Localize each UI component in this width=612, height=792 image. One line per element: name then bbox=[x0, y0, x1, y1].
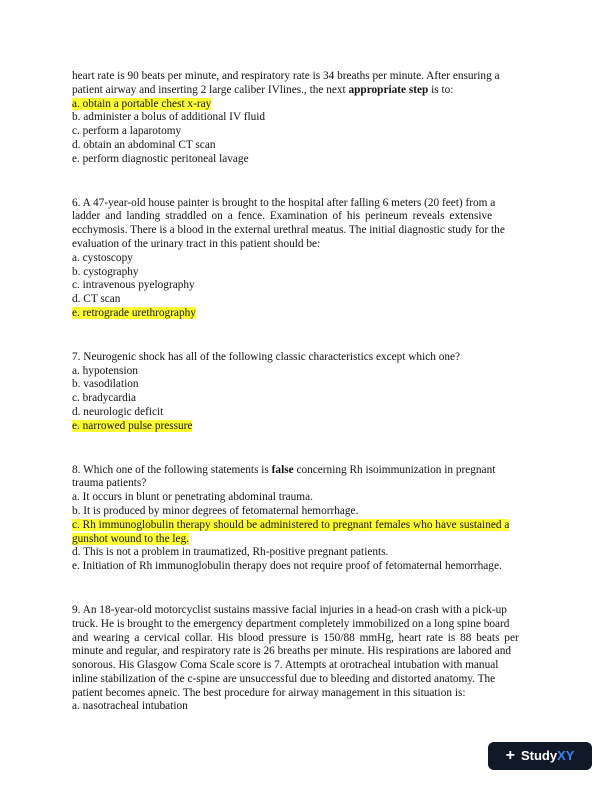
answer-option-a: a. hypotension bbox=[72, 364, 138, 377]
question-7 bbox=[72, 351, 550, 434]
question-stem-line: patient airway and inserting 2 large caliber IVlines., the next appropriate step is to: bbox=[72, 83, 454, 96]
answer-option-b: b. cystography bbox=[72, 265, 139, 278]
answer-option-e bbox=[72, 420, 550, 434]
logo-text: StudyXY bbox=[520, 748, 575, 763]
answer-option-c: c. bradycardia bbox=[72, 392, 136, 405]
answer-option-d: d. neurologic deficit bbox=[72, 405, 164, 418]
highlighted-answer: c. Rh immunoglobulin therapy should be administered to pregnant females who have sustained a bbox=[72, 518, 510, 531]
answer-option-b: b. It is produced by minor degrees of fetomaternal hemorrhage. bbox=[72, 504, 359, 517]
question-stem-line: ladder and landing straddled on a fence. Examination of his perineum reveals extensive bbox=[72, 210, 493, 223]
answer-option-c: c. intravenous pyelography bbox=[72, 279, 195, 292]
answer-option-e: e. Initiation of Rh immunoglobulin therapy does not require proof of fetomaternal hemorrhage. bbox=[72, 560, 502, 573]
answer-option-b: b. administer a bolus of additional IV fluid bbox=[72, 111, 266, 124]
question-stem-line: 7. Neurogenic shock has all of the following classic characteristics except which one? bbox=[72, 350, 461, 363]
answer-option-c bbox=[72, 519, 550, 533]
question-stem-line: evaluation of the urinary tract in this patient should be: bbox=[72, 237, 321, 250]
question-stem-line: 8. Which one of the following statements is false concerning Rh isoimmunization in pregnant bbox=[72, 463, 496, 476]
answer-option-d: d. CT scan bbox=[72, 293, 121, 306]
question-9 bbox=[72, 604, 550, 714]
question-stem-line: ecchymosis. There is a blood in the external urethral meatus. The initial diagnostic study for the bbox=[72, 224, 505, 237]
question-stem-line: patient becomes apneic. The best procedure for airway management in this situation is: bbox=[72, 686, 466, 699]
answer-option-b: b. vasodilation bbox=[72, 378, 139, 391]
question-stem-line: and wearing a cervical collar. His blood pressure is 150/88 mmHg, heart rate is 88 beats per bbox=[72, 631, 519, 644]
answer-option-d: d. obtain an abdominal CT scan bbox=[72, 138, 216, 151]
question-stem-line: sonorous. His Glasgow Coma Scale score is 7. Attempts at orotracheal intubation with manual bbox=[72, 659, 499, 672]
answer-option-a: a. It occurs in blunt or penetrating abdominal trauma. bbox=[72, 491, 313, 504]
plus-icon: + bbox=[505, 747, 515, 764]
question-5 bbox=[72, 70, 550, 167]
question-6 bbox=[72, 197, 550, 321]
question-stem-line: minute and regular, and respiratory rate is 26 breaths per minute. His respirations are labored and bbox=[72, 645, 512, 658]
answer-option-a: a. nasotracheal intubation bbox=[72, 700, 188, 713]
answer-option-d: d. This is not a problem in traumatized, Rh-positive pregnant patients. bbox=[72, 546, 389, 559]
question-stem-line: trauma patients? bbox=[72, 477, 147, 490]
studyxy-logo bbox=[488, 742, 592, 770]
answer-option-a: a. cystoscopy bbox=[72, 251, 133, 264]
question-8 bbox=[72, 464, 550, 574]
highlighted-answer: e. retrograde urethrography bbox=[72, 306, 196, 319]
answer-option-c: c. perform a laparotomy bbox=[72, 125, 182, 138]
question-stem-line: 9. An 18-year-old motorcyclist sustains massive facial injuries in a head-on crash with a pick-up bbox=[72, 603, 507, 616]
answer-option-a bbox=[72, 98, 550, 112]
answer-option-e: e. perform diagnostic peritoneal lavage bbox=[72, 152, 249, 165]
question-stem-line: truck. He is brought to the emergency department completely immobilized on a long spine board bbox=[72, 617, 510, 630]
answer-option-e bbox=[72, 307, 550, 321]
highlighted-answer: gunshot wound to the leg. bbox=[72, 532, 190, 545]
document-page bbox=[72, 70, 550, 714]
question-stem-line: heart rate is 90 beats per minute, and respiratory rate is 34 breaths per minute. After ensuring a bbox=[72, 70, 500, 82]
question-stem-line: 6. A 47-year-old house painter is brought to the hospital after falling 6 meters (20 feet) from a bbox=[72, 196, 496, 209]
question-stem-line: inline stabilization of the c-spine are unsuccessful due to bleeding and distorted anatomy. The bbox=[72, 672, 496, 685]
highlighted-answer: a. obtain a portable chest x-ray bbox=[72, 97, 212, 110]
answer-option-c-continued bbox=[72, 533, 550, 547]
highlighted-answer: e. narrowed pulse pressure bbox=[72, 419, 193, 432]
